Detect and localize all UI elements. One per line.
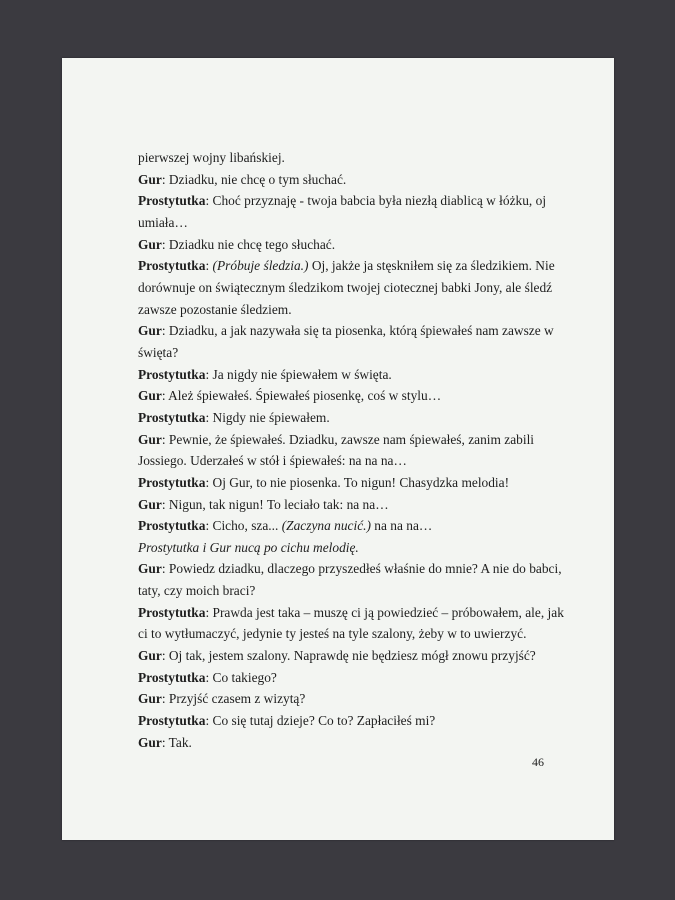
text-line [138,299,548,321]
dialogue-segment: : Oj Gur, to nie piosenka. To nigun! Chasydzka melodia! [205,474,510,490]
dialogue-segment: pierwszej wojny libańskiej. [138,150,285,165]
speaker-name: Prostytutka [138,604,206,620]
speaker-name: Gur [138,236,162,252]
text-line [138,429,548,451]
dialogue-segment: umiała… [138,214,188,230]
dialogue-segment: święta? [138,344,179,360]
speaker-name: Prostytutka [138,669,206,685]
text-line [138,645,548,667]
dialogue-segment: : Ja nigdy nie śpiewałem w święta. [205,366,392,382]
dialogue-segment: zawsze pozostanie śledziem. [138,301,292,317]
text-line [138,147,548,169]
dialogue-text [138,147,564,753]
speaker-name: Prostytutka [138,713,206,729]
speaker-name: Gur [138,323,162,339]
dialogue-segment: : Nigdy nie śpiewałem. [205,409,330,425]
speaker-name: Prostytutka [138,258,206,274]
dialogue-segment: : Choć przyznaję - twoja babcia była niezłą diablicą w łóżku, oj [205,193,547,209]
speaker-name: Gur [138,171,162,187]
text-line [138,558,562,580]
speaker-name: Gur [138,561,162,577]
text-line [138,537,548,559]
text-line [138,710,548,732]
speaker-name: Prostytutka [138,409,206,425]
dialogue-segment: : Ależ śpiewałeś. Śpiewałeś piosenkę, coś w stylu… [161,388,442,404]
text-line [138,580,548,602]
speaker-name: Gur [138,691,162,707]
dialogue-segment: : Pewnie, że śpiewałeś. Dziadku, zawsze nam śpiewałeś, zanim zabili [161,431,535,447]
text-line [138,364,548,386]
dialogue-segment: ci to wytłumaczyć, jedynie ty jesteś na tyle szalony, żeby w to uwierzyć. [138,626,527,642]
speaker-name: Gur [138,431,162,447]
stage-direction: Prostytutka i Gur nucą po cichu melodię. [138,539,359,555]
text-line [138,515,548,537]
dialogue-segment: : Nigun, tak nigun! To leciało tak: na na… [161,496,389,512]
text-line [138,732,548,754]
stage-direction: (Próbuje śledzia.) [212,258,309,274]
text-line [138,602,564,624]
text-line [138,169,548,191]
text-line [138,623,548,645]
speaker-name: Prostytutka [138,518,206,534]
text-line [138,320,554,342]
dialogue-segment: : Dziadku nie chcę tego słuchać. [161,236,336,252]
dialogue-segment: : Tak. [161,734,192,750]
dialogue-segment: : Przyjść czasem z wizytą? [161,691,306,707]
text-line [138,212,548,234]
dialogue-segment: Jossiego. Uderzałeś w stół i śpiewałeś: na na na… [138,453,407,469]
text-line [138,234,548,256]
dialogue-segment: : Co się tutaj dzieje? Co to? Zapłaciłeś mi? [205,713,436,729]
dialogue-segment: taty, czy moich braci? [138,583,256,599]
dialogue-segment: Oj, jakże ja stęskniłem się za śledzikiem. Nie [308,258,555,274]
text-line [138,450,548,472]
speaker-name: Gur [138,388,162,404]
dialogue-segment: : [205,258,213,274]
text-line [138,407,548,429]
dialogue-segment: : Co takiego? [205,669,277,685]
dialogue-segment: na na na… [370,518,433,534]
dialogue-segment: : Prawda jest taka – muszę ci ją powiedzieć – próbowałem, ale, jak [205,604,564,620]
text-line [138,190,548,212]
speaker-name: Prostytutka [138,193,206,209]
text-line [138,494,548,516]
page-number: 46 [532,755,544,769]
document-page [62,58,614,840]
dialogue-segment: : Dziadku, a jak nazywała się ta piosenka, którą śpiewałeś nam zawsze w [161,323,554,339]
text-line [138,688,548,710]
text-line [138,472,548,494]
dialogue-segment: : Oj tak, jestem szalony. Naprawdę nie będziesz mógł znowu przyjść? [161,648,536,664]
speaker-name: Prostytutka [138,474,206,490]
speaker-name: Gur [138,496,162,512]
text-line [138,255,555,277]
text-line [138,667,548,689]
speaker-name: Prostytutka [138,366,206,382]
dialogue-segment: dorównuje on świątecznym śledzikom twojej ciotecznej babki Jony, ale śledź [138,279,553,295]
text-line [138,342,548,364]
dialogue-segment: : Dziadku, nie chcę o tym słuchać. [161,171,347,187]
dialogue-segment: : Powiedz dziadku, dlaczego przyszedłeś właśnie do mnie? A nie do babci, [161,561,562,577]
text-line [138,385,548,407]
text-line [138,277,553,299]
dialogue-segment: : Cicho, sza... [205,518,282,534]
speaker-name: Gur [138,734,162,750]
stage-direction: (Zaczyna nucić.) [281,518,371,534]
speaker-name: Gur [138,648,162,664]
